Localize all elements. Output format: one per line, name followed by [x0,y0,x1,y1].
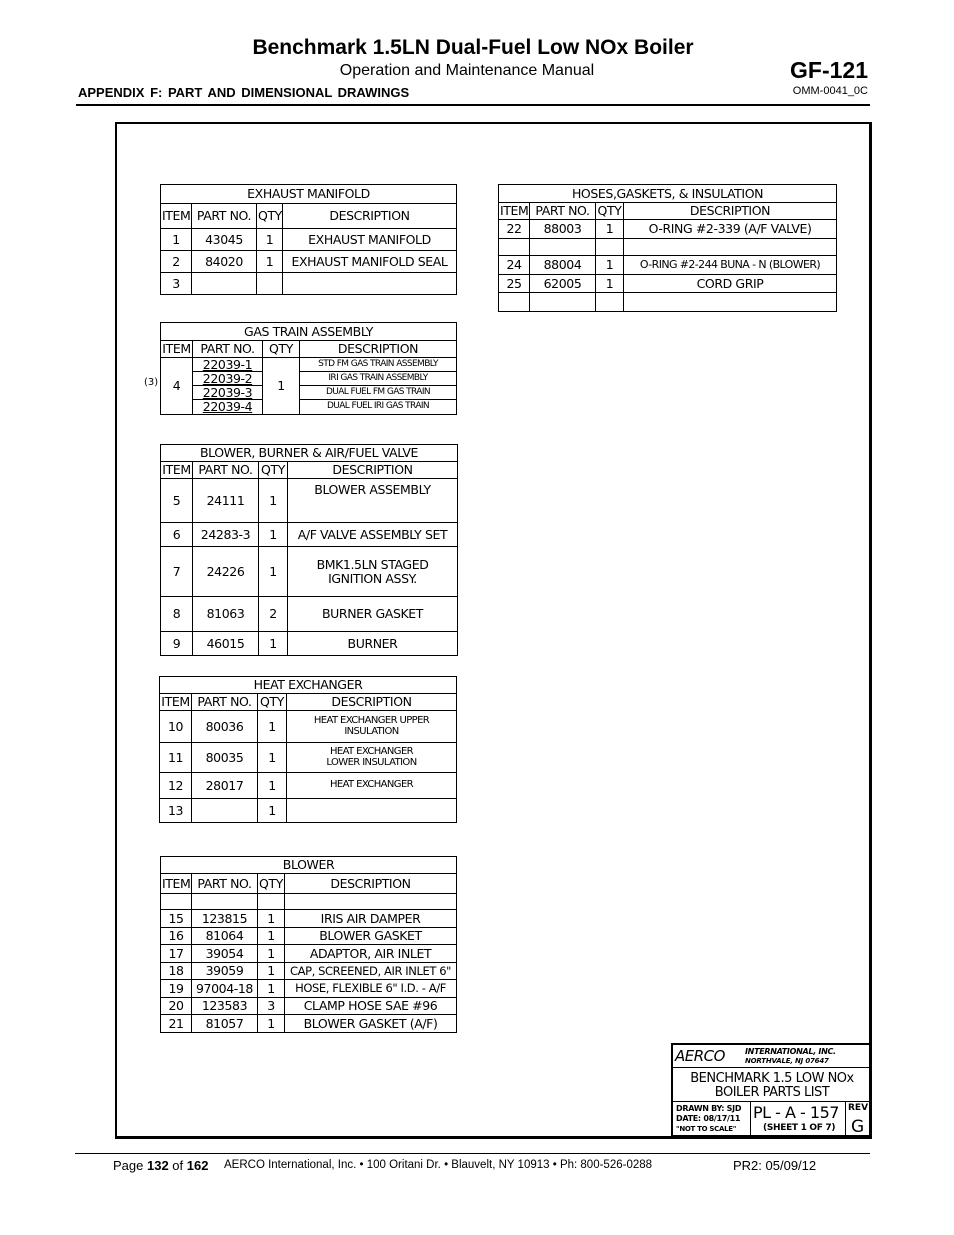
cell-part: 24283-3 [193,523,259,547]
cell-part: 81063 [193,597,259,632]
heat-exchanger-table [159,676,457,823]
manual-title: Benchmark 1.5LN Dual-Fuel Low NOx Boiler [252,36,694,59]
cell-item: 15 [161,910,192,928]
cell-part: 24226 [193,547,259,597]
cell-qty: 1 [258,980,285,998]
table-row [161,894,457,910]
cell-desc: DUAL FUEL FM GAS TRAIN [300,386,457,400]
table-row [161,547,458,597]
cell-part: 24111 [193,479,259,523]
table-row [499,275,837,293]
table-title: BLOWER [161,857,457,874]
table-row [161,386,457,400]
col-qty: QTY [258,694,287,711]
table-row [160,711,457,743]
cell-qty: 1 [596,256,624,275]
cell-qty: 1 [259,632,288,656]
title-block-divider [845,1101,846,1137]
current-page: 132 [146,1158,169,1173]
cell-part: 88003 [530,220,596,239]
cell-qty: 1 [258,963,285,980]
cell-item: 12 [160,773,192,799]
cell-part: 123815 [192,910,258,928]
cell-desc: O-RING #2-339 (A/F VALVE) [624,220,837,239]
cell-desc: BMK1.5LN STAGED IGNITION ASSY. [288,547,458,597]
rev-label: REV [848,1103,869,1113]
col-part: PART NO. [530,203,596,220]
cell-qty: 1 [258,799,287,823]
col-qty: QTY [263,341,300,358]
table-row [161,928,457,945]
cell-item: 5 [161,479,193,523]
footer-rule [75,1153,870,1154]
col-part: PART NO. [193,462,259,479]
table-row [161,963,457,980]
cell-desc: IRIS AIR DAMPER [285,910,457,928]
col-item: ITEM [162,462,191,478]
table-row [161,523,458,547]
col-item: ITEM [161,204,192,229]
col-item: ITEM [162,341,191,357]
drawing-title-line1: BENCHMARK 1.5 LOW NOx [690,1071,854,1086]
col-desc: DESCRIPTION [624,203,837,220]
col-desc: DESCRIPTION [285,874,457,894]
table-row [161,400,457,414]
cell-item: 4 [161,358,193,415]
cell-qty: 1 [258,743,287,773]
exhaust-manifold-table [160,184,457,295]
cell-item: 8 [161,597,193,632]
cell-part [192,894,258,910]
title-block-divider [750,1101,751,1137]
cell-item: 19 [161,980,192,998]
manual-subtitle: Operation and Maintenance Manual [339,62,595,79]
cell-qty: 2 [259,597,288,632]
cell-desc: A/F VALVE ASSEMBLY SET [288,523,458,547]
cell-qty [596,239,624,256]
table-row [161,910,457,928]
table-title: GAS TRAIN ASSEMBLY [161,323,457,341]
cell-item: 10 [160,711,192,743]
cell-part: 123583 [192,998,258,1015]
company-address: AERCO International, Inc. • 100 Oritani Dr. • Blauvelt, NY 10913 • Ph: 800-526-0288 [224,1159,653,1171]
cell-desc: HEAT EXCHANGER [287,773,457,799]
cell-desc [283,273,457,295]
col-qty: QTY [259,462,288,479]
cell-desc: DUAL FUEL IRI GAS TRAIN [300,400,457,414]
cell-part: 22039-4 [193,400,263,414]
cell-item [161,894,192,910]
blower-table [160,856,457,1033]
total-pages: 162 [186,1158,209,1173]
cell-qty: 1 [263,358,300,415]
col-desc: DESCRIPTION [283,204,457,229]
col-desc: DESCRIPTION [300,341,457,358]
cell-desc: BURNER GASKET [288,597,458,632]
cell-item: 3 [161,273,192,295]
cell-item: 20 [161,998,192,1015]
cell-qty: 1 [259,479,288,523]
table-row [161,998,457,1015]
cell-part: 62005 [530,275,596,293]
drawing-date: DATE: 08/17/11 [676,1114,741,1123]
hoses-gaskets-table [498,184,837,312]
cell-desc: ADAPTOR, AIR INLET [285,945,457,963]
cell-qty: 1 [257,229,283,251]
cell-item: 1 [161,229,192,251]
col-item: ITEM [161,874,192,894]
cell-desc: CORD GRIP [624,275,837,293]
col-qty: QTY [258,874,285,894]
sheet-number: (SHEET 1 OF 7) [763,1123,836,1133]
page-number [113,1158,208,1173]
cell-desc: O-RING #2-244 BUNA - N (BLOWER) [624,256,837,275]
cell-part [192,273,257,295]
cell-desc [624,293,837,312]
cell-qty [257,273,283,295]
table-row [499,293,837,312]
gas-train-table [160,322,457,415]
cell-desc: HEAT EXCHANGER UPPER INSULATION [287,711,457,743]
cell-item [499,293,530,312]
cell-desc: STD FM GAS TRAIN ASSEMBLY [300,358,457,372]
cell-desc [285,894,457,910]
cell-item: 21 [161,1015,192,1033]
cell-item: 24 [499,256,530,275]
cell-desc: BLOWER ASSEMBLY [288,479,458,523]
table-row [161,372,457,386]
rev-letter: G [851,1117,865,1137]
cell-qty: 1 [258,910,285,928]
cell-qty [596,293,624,312]
drawing-number: PL - A - 157 [753,1103,839,1122]
cell-part: 39059 [192,963,258,980]
cell-desc: EXHAUST MANIFOLD SEAL [283,251,457,273]
cell-qty: 1 [259,547,288,597]
cell-item: 7 [161,547,193,597]
cell-part: 22039-1 [193,358,263,372]
cell-item: 9 [161,632,193,656]
cell-part: 81064 [192,928,258,945]
title-block-divider [673,1101,871,1102]
company-name: INTERNATIONAL, INC. [745,1047,836,1056]
cell-item [499,239,530,256]
table-row [161,251,457,273]
cell-qty: 1 [596,220,624,239]
table-row [161,229,457,251]
cell-desc: CAP, SCREENED, AIR INLET 6" [285,963,457,980]
drawing-title-block [671,1043,872,1138]
cell-desc [624,239,837,256]
appendix-heading: APPENDIX F: PART AND DIMENSIONAL DRAWINGS [78,85,410,100]
cell-item: 25 [499,275,530,293]
cell-part [530,293,596,312]
table-row [161,479,458,523]
col-part: PART NO. [192,874,258,894]
cell-part: 39054 [192,945,258,963]
table-row [161,597,458,632]
drawn-by: DRAWN BY: SJD [676,1104,742,1113]
table-title: EXHAUST MANIFOLD [161,185,457,204]
page-prefix: Page [113,1158,147,1173]
drawing-title-line2: BOILER PARTS LIST [714,1085,830,1100]
title-block-divider [673,1067,871,1068]
table-row [161,358,457,372]
revision-date: PR2: 05/09/12 [733,1158,817,1173]
cell-qty: 1 [596,275,624,293]
cell-part [192,799,258,823]
doc-number: OMM-0041_0C [792,85,868,97]
table-row [161,945,457,963]
cell-qty: 3 [258,998,285,1015]
cell-part: 22039-3 [193,386,263,400]
table-row [499,256,837,275]
cell-part: 97004-18 [192,980,258,998]
table-title: HEAT EXCHANGER [160,677,457,694]
cell-qty: 1 [258,1015,285,1033]
cell-qty: 1 [258,711,287,743]
cell-part: 46015 [193,632,259,656]
col-part: PART NO. [193,341,263,358]
cell-qty: 1 [258,773,287,799]
aerco-logo: AERCO [675,1047,725,1065]
table-row [160,773,457,799]
note-marker: (3) [144,377,159,388]
cell-item: 2 [161,251,192,273]
cell-item: 17 [161,945,192,963]
col-item: ITEM [161,694,190,710]
header-rule [76,104,870,106]
col-part: PART NO. [192,694,258,711]
company-location: NORTHVALE, NJ 07647 [745,1057,829,1065]
cell-item: 16 [161,928,192,945]
table-row [499,220,837,239]
blower-burner-table [160,444,458,656]
col-qty: QTY [257,204,283,229]
table-row [161,980,457,998]
col-desc: DESCRIPTION [287,694,457,711]
cell-item: 18 [161,963,192,980]
cell-desc: BLOWER GASKET [285,928,457,945]
cell-desc: BURNER [288,632,458,656]
cell-part: 28017 [192,773,258,799]
cell-item: 13 [160,799,192,823]
cell-qty [258,894,285,910]
table-row [161,273,457,295]
table-row [499,239,837,256]
cell-qty: 1 [258,945,285,963]
scale-note: "NOT TO SCALE" [676,1125,737,1133]
cell-part: 80036 [192,711,258,743]
cell-desc: HEAT EXCHANGER LOWER INSULATION [287,743,457,773]
cell-qty: 1 [258,928,285,945]
cell-part: 43045 [192,229,257,251]
cell-part: 84020 [192,251,257,273]
cell-part: 88004 [530,256,596,275]
cell-desc: EXHAUST MANIFOLD [283,229,457,251]
cell-qty: 1 [257,251,283,273]
cell-item: 11 [160,743,192,773]
table-title: HOSES,GASKETS, & INSULATION [499,185,837,203]
page-of: of [168,1158,187,1173]
col-item: ITEM [500,203,529,219]
cell-part: 22039-2 [193,372,263,386]
cell-desc: CLAMP HOSE SAE #96 [285,998,457,1015]
table-row [160,799,457,823]
cell-item: 6 [161,523,193,547]
section-code: GF-121 [790,57,868,83]
cell-part [530,239,596,256]
cell-qty: 1 [259,523,288,547]
cell-desc: HOSE, FLEXIBLE 6" I.D. - A/F [285,980,457,998]
cell-part: 80035 [192,743,258,773]
cell-desc: BLOWER GASKET (A/F) [285,1015,457,1033]
col-desc: DESCRIPTION [288,462,458,479]
cell-desc: IRI GAS TRAIN ASSEMBLY [300,372,457,386]
table-row [161,632,458,656]
col-part: PART NO. [192,204,257,229]
cell-desc [287,799,457,823]
cell-item: 22 [499,220,530,239]
table-row [160,743,457,773]
table-title: BLOWER, BURNER & AIR/FUEL VALVE [161,445,458,462]
cell-part: 81057 [192,1015,258,1033]
col-qty: QTY [596,203,624,220]
table-row [161,1015,457,1033]
